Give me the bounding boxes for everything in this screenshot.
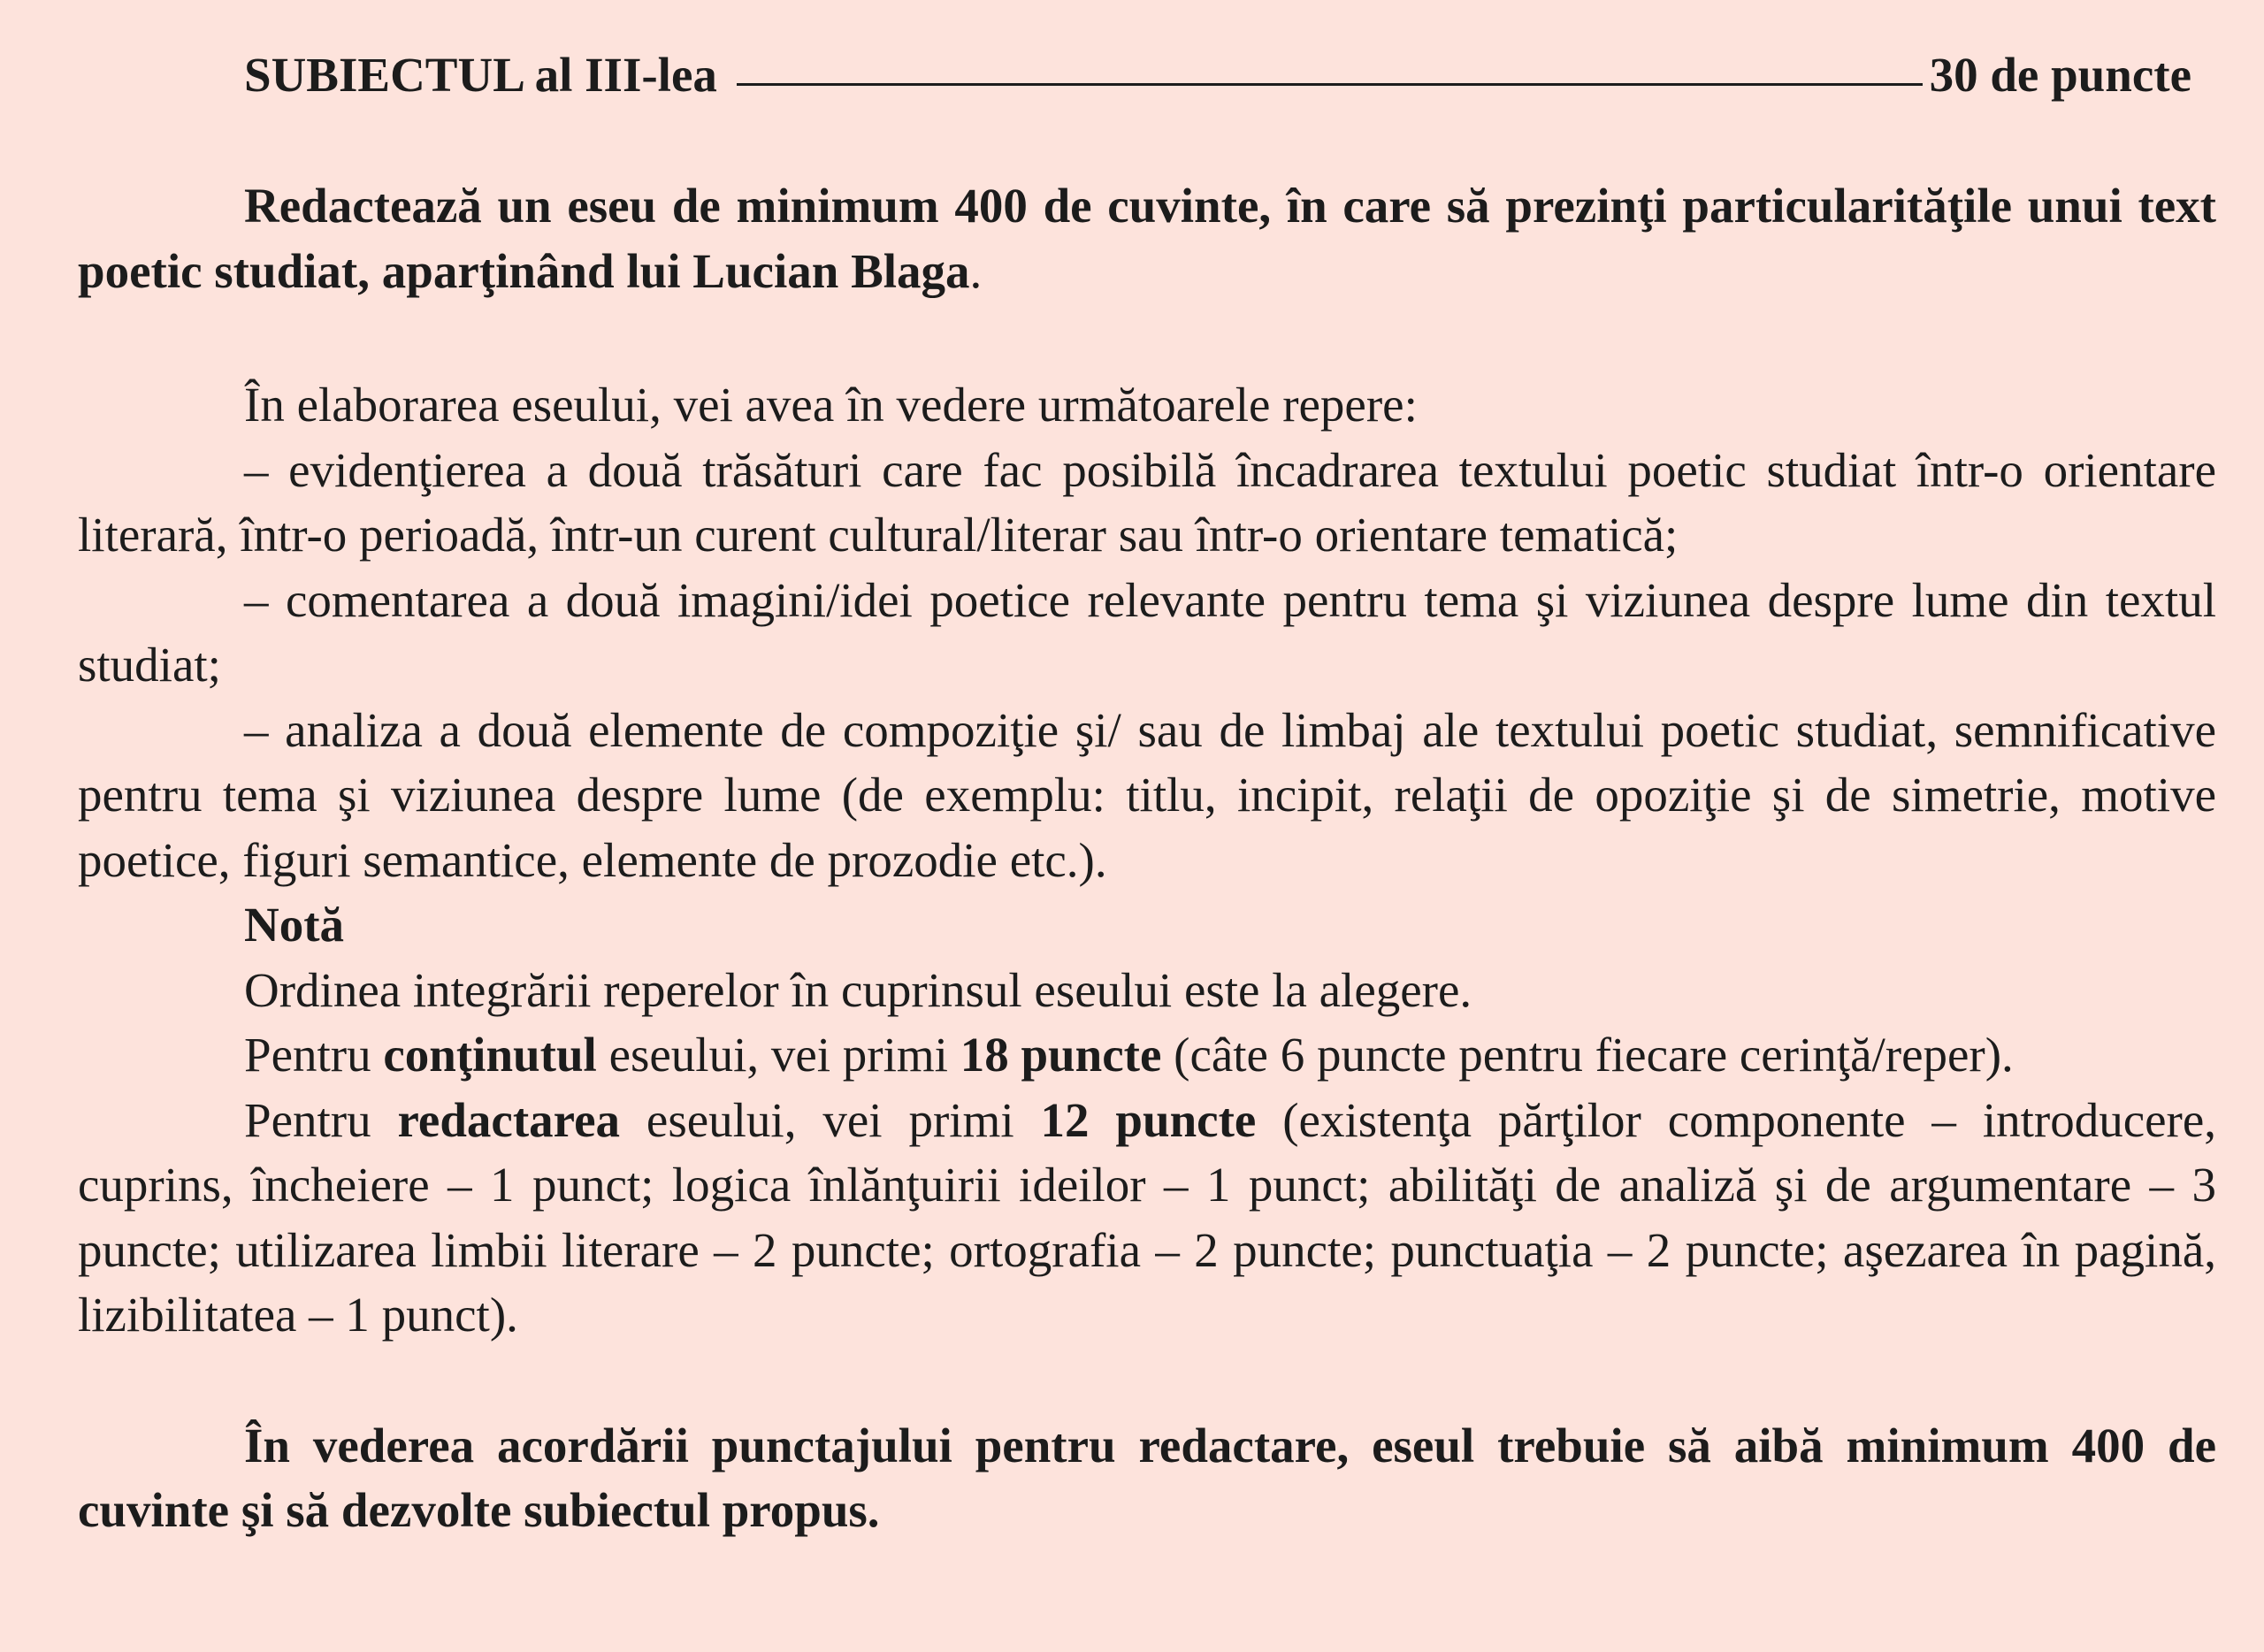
task-end: . [969, 243, 983, 298]
section-title: SUBIECTUL al III-lea [244, 48, 717, 102]
section-points: 30 de puncte [1929, 48, 2191, 102]
header-rule [737, 83, 1923, 86]
task-statement [78, 173, 2216, 303]
guideline-item-2: – comentarea a două imagini/idei poetice relevante pentru tema şi viziunea despre lume din textul studiat; [78, 572, 2216, 692]
content-post: (câte 6 puncte pentru fiecare cerinţă/reper). [1161, 1028, 2014, 1082]
task-text: Redactează un eseu de minimum 400 de cuvinte, în care să prezinţi particularităţile unui text poetic studiat, aparţinând lui Lucian Blaga [78, 179, 2216, 298]
section-header [78, 42, 2216, 124]
redactare-pre: Pentru [244, 1092, 398, 1147]
note-redactare-scoring [78, 1088, 2216, 1348]
note-title: Notă [244, 898, 345, 952]
content-mid: eseului, vei primi [596, 1028, 960, 1082]
guidelines-intro: În elaborarea eseului, vei avea în vedere următoarele repere: [244, 378, 1418, 432]
content-pre: Pentru [244, 1028, 384, 1082]
note-order: Ordinea integrării reperelor în cuprinsul eseului este la alegere. [244, 962, 1472, 1017]
exam-page [78, 42, 2216, 1543]
redactare-mid: eseului, vei primi [620, 1092, 1041, 1147]
content-points: 18 puncte [960, 1028, 1162, 1082]
redactare-post: (existenţa părţilor componente – introducere, cuprins, încheiere – 1 punct; logica înlănţuirii ideilor – 1 punct; abilităţi de analiză şi de argumentare – 3 puncte; utilizarea limbii literare – 2 puncte; ortografia – 2 puncte; punctuaţia – 2 puncte; aşezarea în pagină, lizibilitatea – 1 punct). [78, 1092, 2217, 1342]
guideline-item-1: – evidenţierea a două trăsături care fac posibilă încadrarea textului poetic studiat într-o orientare literară, într-o perioadă, într-un curent cultural/literar sau într-o orientare tematică; [78, 442, 2216, 562]
redactare-points: 12 puncte [1040, 1092, 1257, 1147]
guideline-item-3: – analiza a două elemente de compoziţie şi/ sau de limbaj ale textului poetic studiat, semnificative pentru tema şi viziunea despre lume (de exemplu: titlu, incipit, relaţii de opoziţie şi de simetrie, motive poetice, figuri semantice, elemente de prozodie etc.). [78, 702, 2216, 887]
final-requirement: În vederea acordării punctajului pentru redactare, eseul trebuie să aibă minimum 400 de cuvinte şi să dezvolte subiectul propus. [78, 1418, 2216, 1537]
redactare-keyword: redactarea [397, 1092, 620, 1147]
note-content-scoring [78, 1022, 2216, 1088]
content-keyword: conţinutul [383, 1028, 597, 1082]
